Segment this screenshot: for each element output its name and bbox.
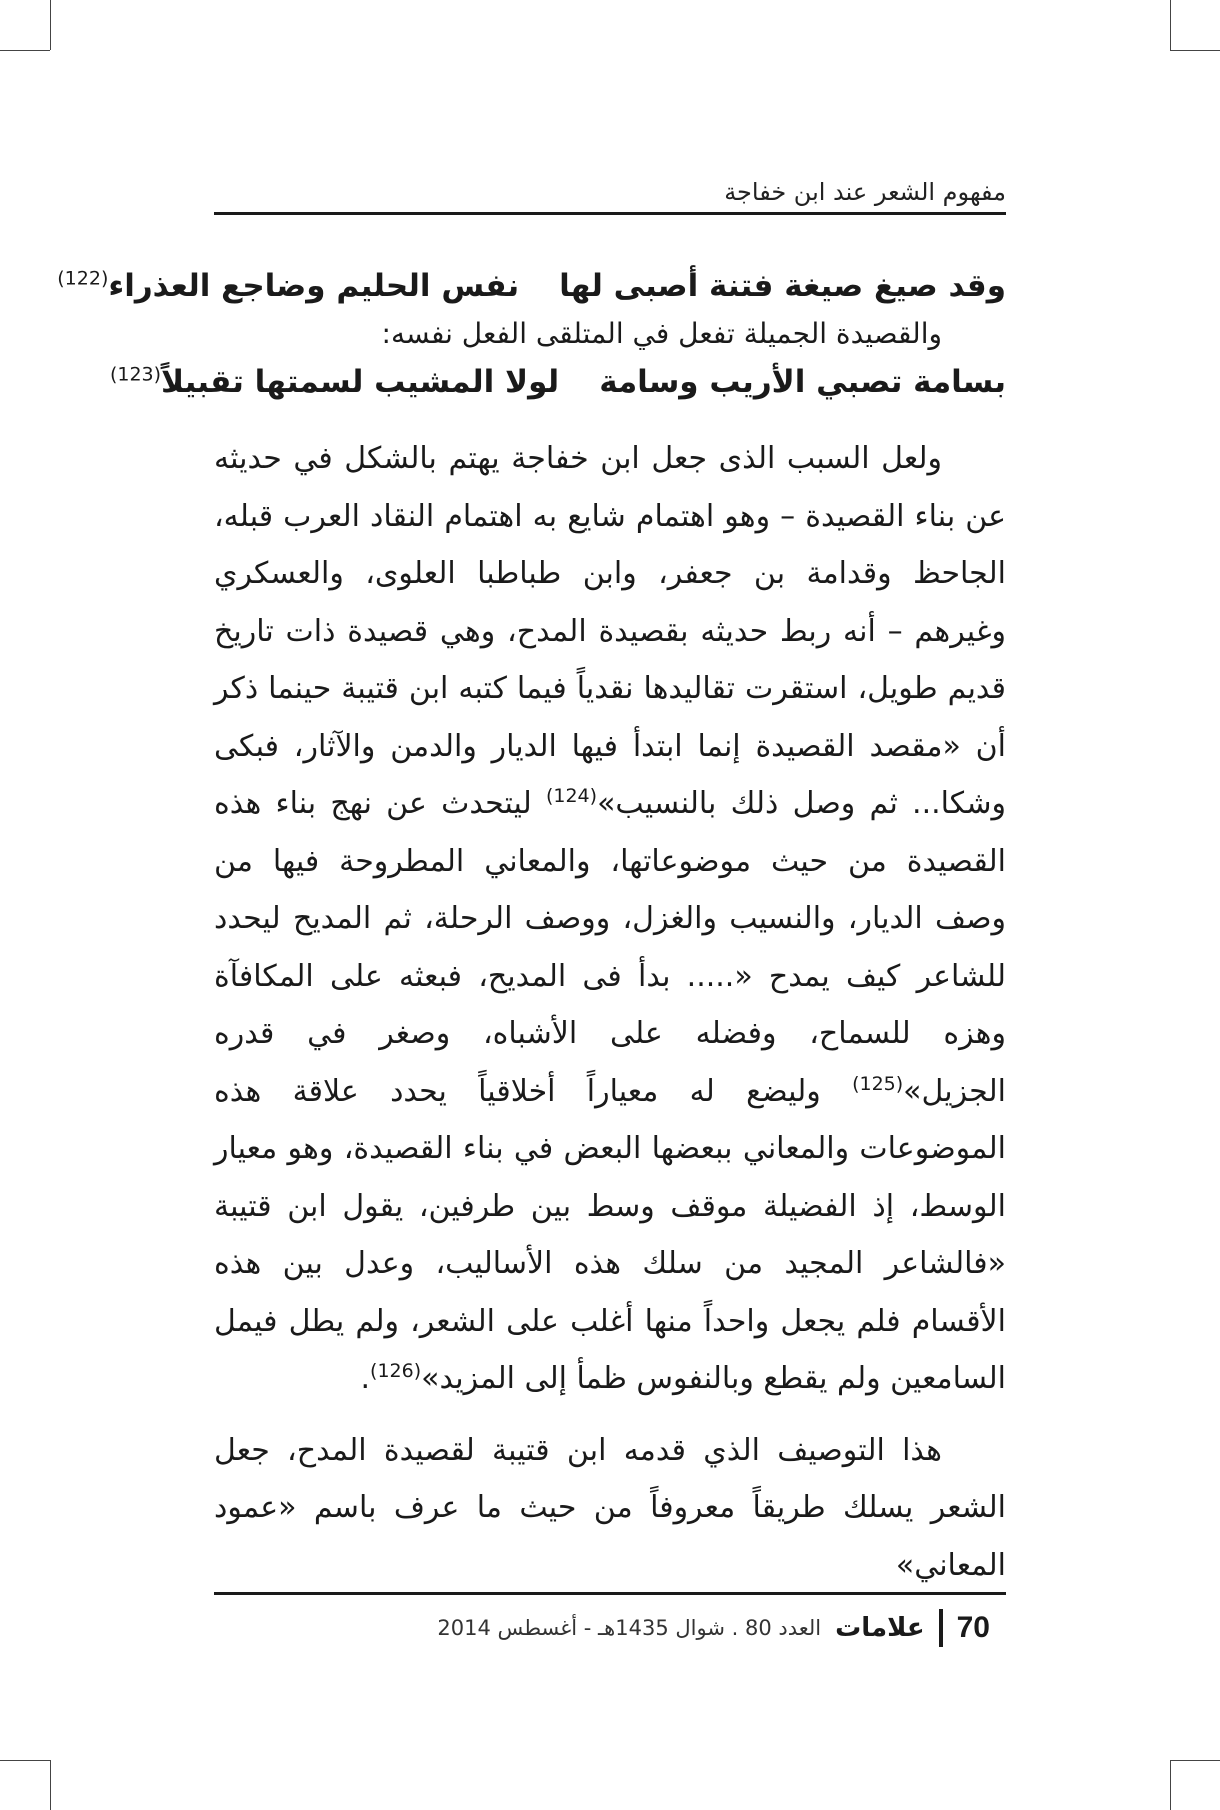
paragraph-text: وليضع له معياراً أخلاقياً يحدد علاقة هذه الموضوعات والمعاني ببعضها البعض في بناء القصيدة، وهو معيار الوسط، إذ الفضيلة موقف وسط بين طرفين، يقول ابن قتيبة «فالشاعر المجيد من سلك هذه الأساليب، وعدل بين هذه الأقسام فلم يجعل واحداً منها أغلب على الشعر، ولم يطل فيمل السامعين ولم يقطع وبالنفوس ظمأ إلى المزيد» [214,1073,1006,1396]
journal-name: علامات [835,1613,925,1643]
verse-hemistich-second: نفس الحليم وضاجع العذراء [108,268,520,304]
intro-line: والقصيدة الجميلة تفعل في المتلقى الفعل نفسه: [381,317,942,350]
paragraph-text: ليتحدث عن نهج بناء هذه القصيدة من حيث موضوعاتها، والمعاني المطروحة فيها من وصف الديار، والنسيب والغزل، ووصف الرحلة، ثم المديح ليحدد للشاعر كيف يمدح «..... بدأ فى المديح، فبعثه على المكافآة وهزه للسماح، وفضله على الأشباه، وصغر في قدره الجزيل» [214,786,1006,1109]
verse-hemistich-second: لولا المشيب لسمتها تقبيلاً [161,364,560,400]
crop-mark [0,50,50,51]
footnote-ref-124[interactable]: (124) [545,785,598,807]
verse-123 [109,354,1006,410]
footer-rule [214,1592,1006,1595]
paragraph-1 [214,430,1006,1408]
issue-info: العدد 80 . شوال 1435هـ - أغسطس 2014 [437,1616,822,1640]
crop-mark [0,1760,50,1761]
footnote-ref-123[interactable]: (123) [109,363,162,386]
footer-separator [939,1609,943,1647]
crop-mark [1170,50,1220,51]
footnote-ref-122[interactable]: (122) [57,267,109,290]
verse-hemistich-first: بسامة تصبي الأريب وسامة [599,364,1006,400]
header-rule [214,212,1006,215]
page-footer [214,1606,1006,1650]
crop-mark [50,1760,51,1810]
page-number: 70 [956,1611,990,1644]
crop-mark [1170,1760,1171,1810]
verse-hemistich-first: وقد صيغ صيغة فتنة أصبى لها [559,268,1006,304]
paragraph-text: ولعل السبب الذى جعل ابن خفاجة يهتم بالشكل في حديثه عن بناء القصيدة – وهو اهتمام شايع به اهتمام النقاد العرب قبله، الجاحظ وقدامة بن جعفر، وابن طباطبا العلوى، والعسكري وغيرهم – أنه ربط حديثه بقصيدة المدح، وهي قصيدة ذات تاريخ قديم طويل، استقرت تقاليدها نقدياً فيما كتبه ابن قتيبة حينما ذكر أن «مقصد القصيدة إنما ابتدأ فيها الديار والدمن والآثار، فبكى وشكا... ثم وصل ذلك بالنسيب» [214,441,1006,821]
verse-122 [57,258,1006,314]
footnote-ref-126[interactable]: (126) [370,1360,422,1382]
running-head: مفهوم الشعر عند ابن خفاجة [724,178,1006,206]
crop-mark [50,0,51,50]
paragraph-2: هذا التوصيف الذي قدمه ابن قتيبة لقصيدة المدح، جعل الشعر يسلك طريقاً معروفاً من حيث ما عرف باسم «عمود المعاني» [214,1432,1006,1583]
paragraph-text: . [360,1361,371,1396]
article-body [57,258,1006,1594]
crop-mark [1170,0,1171,50]
crop-mark [1170,1760,1220,1761]
footnote-ref-125[interactable]: (125) [852,1072,904,1095]
